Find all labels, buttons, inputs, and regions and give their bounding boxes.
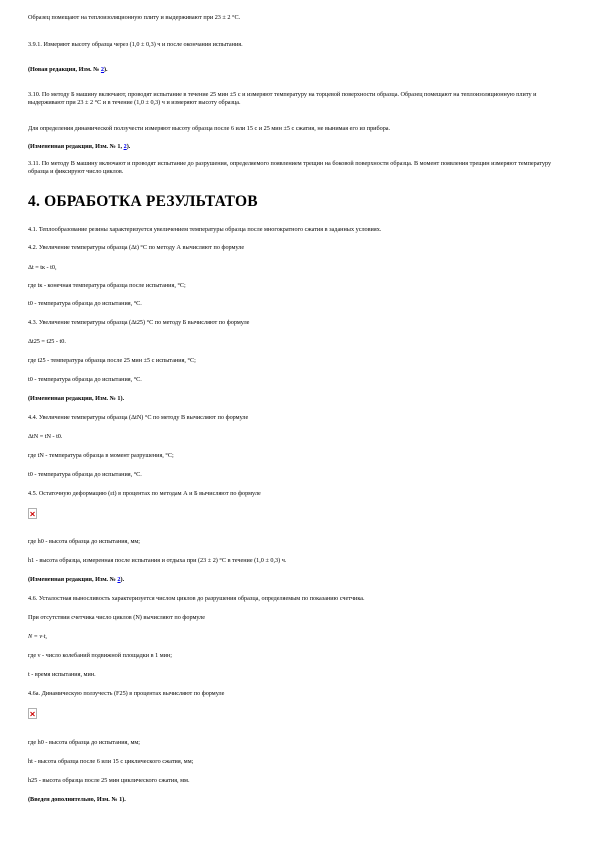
paragraph: 4.1. Теплообразование резины характеризуется увеличением температуры образца после многократного сжатия в заданных условиях.: [28, 226, 382, 233]
paragraph: При отсутствии счетчика число циклов (N) вычисляют по формуле: [28, 614, 206, 621]
broken-image-icon: [29, 509, 36, 518]
paragraph: t0 - температура образца до испытания, °С.: [28, 300, 142, 307]
paragraph: где tN - температура образца в момент разрушения, °С;: [28, 452, 174, 459]
amendment-note: [28, 66, 573, 74]
paragraph: где ν - число колебаний подвижной площадки в 1 мин;: [28, 652, 172, 659]
amendment-note: [28, 143, 573, 151]
formula-text: ΔtN = tN - t0.: [28, 433, 63, 440]
paragraph: 4.5. Остаточную деформацию (εt) в процентах по методам А и Б вычисляют по формуле: [28, 490, 261, 497]
paragraph: Для определения динамической ползучести измеряют высоту образца после 6 или 15 с и 25 мин ±5 с сжатия, не вынимая его из прибора.: [28, 125, 391, 132]
paragraph: t0 - температура образца до испытания, °С.: [28, 471, 142, 478]
paragraph: 3.11. По методу В машину включают и проводят испытание до разрушения, определяемого появлением трещин на боковой поверхности образца. В момент появления трещин измеряют температуру образца и фиксируют число циклов.: [28, 160, 552, 175]
amendment-text: (Измененная редакция, Изм. №: [28, 576, 118, 583]
amendment-note: (Измененная редакция, Изм. № 1).: [28, 395, 125, 402]
amendment-note: (Введен дополнительно, Изм. № 1).: [28, 796, 126, 803]
formula-text: Δt25 = t25 - t0.: [28, 338, 66, 345]
paragraph: Образец помещают на теплоизоляционную плиту и выдерживают при 23 ± 2 °С.: [28, 14, 241, 21]
amendment-link[interactable]: 2: [123, 143, 127, 150]
paragraph: h25 - высота образца после 25 мин циклического сжатия, мм.: [28, 777, 190, 784]
formula-text: N = ν·t,: [28, 633, 47, 640]
paragraph: где tк - конечная температура образца после испытания, °С;: [28, 282, 186, 289]
paragraph: t0 - температура образца до испытания, °С.: [28, 376, 142, 383]
formula-text: Δt = tк - t0,: [28, 264, 57, 271]
section-heading: 4. ОБРАБОТКА РЕЗУЛЬТАТОВ: [28, 193, 258, 210]
paragraph: 4.6. Усталостная выносливость характеризуется числом циклов до разрушения образца, определяемым по показанию счетчика.: [28, 595, 365, 602]
paragraph: 3.9.1. Измеряют высоту образца через (1,0 ± 0,3) ч и после окончания испытания.: [28, 41, 243, 48]
paragraph: 4.4. Увеличение температуры образца (ΔtN) °С по методу В вычисляют по формуле: [28, 414, 249, 421]
formula-image: [28, 708, 37, 719]
paragraph: 3.10. По методу Б машину включают, проводят испытание в течение 25 мин ±5 с и измеряют температуру на торцевой поверхности образца. Образец помещают на теплоизоляционную плиту и выдерживают при 23 ± 2 °С и в течение (1,0 ± 0,3) ч и измеряют высоту образца.: [28, 91, 537, 106]
paragraph: где h0 - высота образца до испытания, мм;: [28, 538, 141, 545]
paragraph: ht - высота образца после 6 или 15 с циклического сжатия, мм;: [28, 758, 194, 765]
amendment-note: [28, 576, 573, 584]
paragraph: 4.6а. Динамическую ползучесть (F25) в процентах вычисляют по формуле: [28, 690, 225, 697]
paragraph: 4.3. Увеличение температуры образца (Δt25) °С по методу Б вычисляют по формуле: [28, 319, 250, 326]
paragraph: t - время испытания, мин.: [28, 671, 96, 678]
amendment-end: ).: [104, 66, 108, 73]
paragraph: h1 - высота образца, измеренная после испытания и отдыха при (23 ± 2) °С в течение (1,0 ± 0,3) ч.: [28, 557, 287, 564]
amendment-end: ).: [126, 143, 131, 150]
amendment-end: ).: [120, 576, 125, 583]
broken-image-icon: [29, 709, 36, 718]
amendment-link[interactable]: 2: [117, 576, 121, 583]
paragraph: 4.2. Увеличение температуры образца (Δt) °С по методу А вычисляют по формуле: [28, 244, 245, 251]
paragraph: где t25 - температура образца после 25 мин ±5 с испытания, °С;: [28, 357, 196, 364]
paragraph: где h0 - высота образца до испытания, мм;: [28, 739, 141, 746]
amendment-link[interactable]: 2: [100, 66, 104, 73]
amendment-text: (Измененная редакция, Изм. № 1,: [28, 143, 124, 150]
amendment-text: (Новая редакция, Изм. №: [28, 66, 101, 73]
formula-image: [28, 508, 37, 519]
